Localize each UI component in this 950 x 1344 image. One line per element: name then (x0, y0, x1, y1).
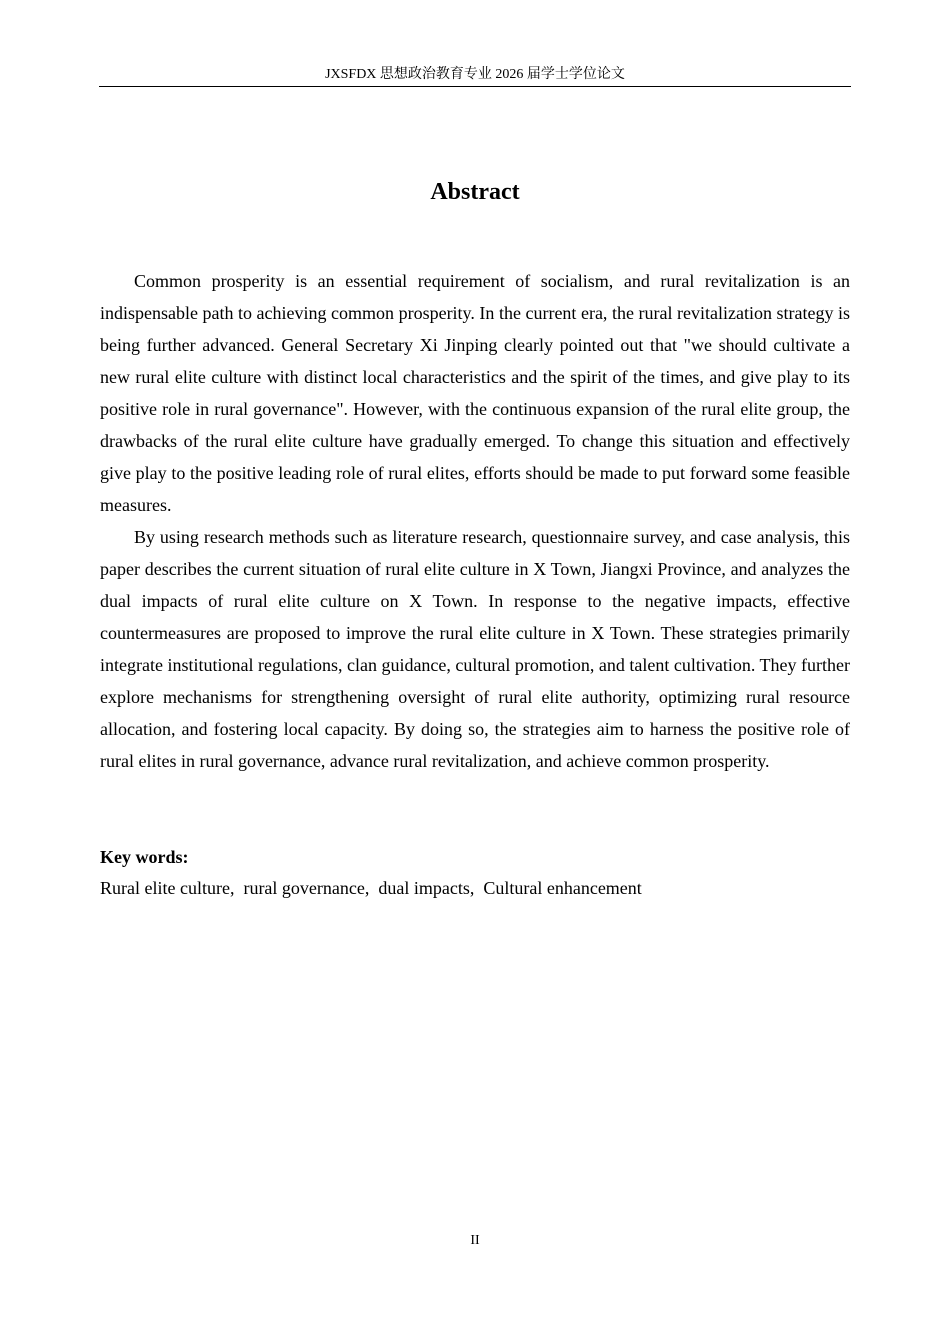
running-header: JXSFDX 思想政治教育专业 2026 届学士学位论文 (325, 67, 625, 82)
abstract-body (100, 265, 850, 777)
abstract-paragraph: By using research methods such as literature research, questionnaire survey, and case analysis, this paper describes the current situation of rural elite culture in X Town, Jiangxi Province, and analyzes the dual impacts of rural elite culture on X Town. In response to the negative impacts, effective countermeasures are proposed to improve the rural elite culture in X Town. These strategies primarily integrate institutional regulations, clan guidance, cultural promotion, and talent cultivation. They further explore mechanisms for strengthening oversight of rural elite authority, optimizing rural resource allocation, and fostering local capacity. By doing so, the strategies aim to harness the positive role of rural elites in rural governance, advance rural revitalization, and achieve common prosperity. (100, 527, 850, 771)
abstract-title: Abstract (430, 179, 520, 205)
header-rule (99, 86, 851, 87)
abstract-paragraph: Common prosperity is an essential requirement of socialism, and rural revitalization is an indispensable path to achieving common prosperity. In the current era, the rural revitalization strategy is being further advanced. General Secretary Xi Jinping clearly pointed out that "we should cultivate a new rural elite culture with distinct local characteristics and the spirit of the times, and give play to its positive role in rural governance". However, with the continuous expansion of the rural elite group, the drawbacks of the rural elite culture have gradually emerged. To change this situation and effectively give play to the positive leading role of rural elites, efforts should be made to put forward some feasible measures. (100, 271, 850, 515)
keywords-label: Key words: (100, 847, 189, 867)
page-number: II (470, 1233, 480, 1248)
keywords-list: Rural elite culture, rural governance, dual impacts, Cultural enhancement (100, 878, 642, 898)
keywords-section (100, 842, 850, 904)
